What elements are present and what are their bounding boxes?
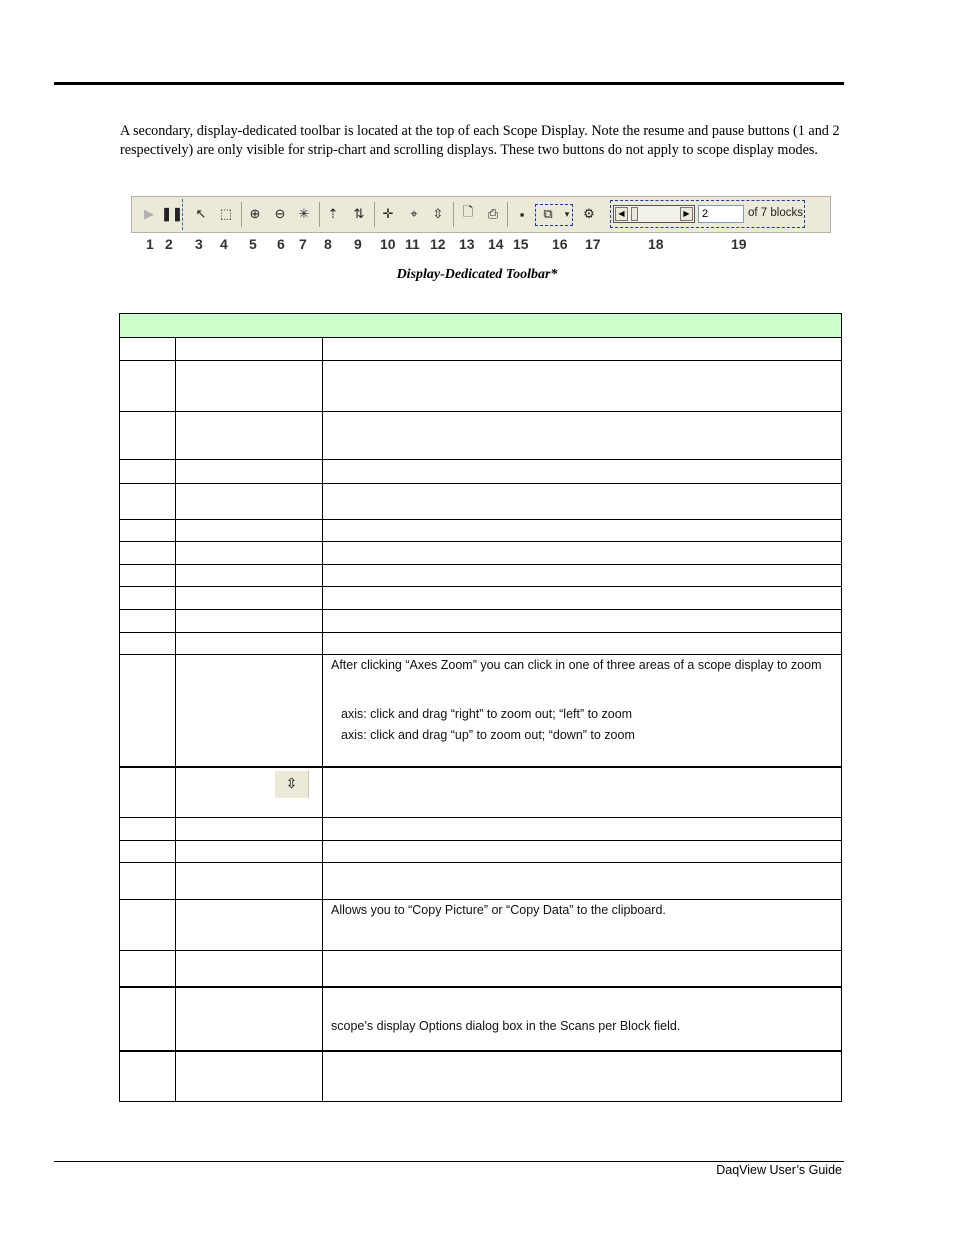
toolbar-number: 5 (249, 236, 257, 252)
toolbar-number-row (131, 236, 831, 256)
toolbar-number: 15 (513, 236, 529, 252)
table-rule (120, 360, 841, 361)
table-rule (120, 862, 841, 863)
axes-zoom-icon[interactable]: ⌖ (410, 206, 418, 221)
toolbar-number: 16 (552, 236, 568, 252)
save-icon[interactable]: ▪ (519, 206, 525, 222)
figure-caption: Display-Dedicated Toolbar* (396, 267, 558, 282)
toolbar-number: 1 (146, 236, 154, 252)
toolbar-number: 2 (165, 236, 173, 252)
table-rule (120, 586, 841, 587)
pause-icon[interactable]: ❚❚ (161, 206, 183, 221)
table-rule (120, 519, 841, 520)
toolbar-separator (241, 202, 242, 227)
table-column-rule (322, 338, 323, 1101)
box-select-icon[interactable]: ⬚ (219, 206, 233, 221)
copy-description: Allows you to “Copy Picture” or “Copy Data” to the clipboard. (331, 903, 666, 917)
toolbar-number: 11 (405, 236, 420, 252)
zoom-fit-icon[interactable]: ✳ (298, 206, 310, 221)
pan-icon[interactable]: ✛ (382, 206, 394, 221)
bottom-rule (54, 1161, 844, 1162)
table-rule (120, 564, 841, 565)
toolbar-number: 10 (380, 236, 396, 252)
footer-title: DaqView User’s Guide (716, 1163, 842, 1177)
table-rule (120, 950, 841, 951)
toolbar-number: 8 (324, 236, 332, 252)
scroll-right-icon[interactable]: ▶ (680, 207, 693, 221)
scroll-left-icon[interactable]: ◀ (615, 207, 628, 221)
table-rule (120, 541, 841, 542)
table-rule (120, 459, 841, 460)
toolbar-number: 13 (459, 236, 475, 252)
toolbar-number: 7 (299, 236, 307, 252)
toolbar-number: 12 (430, 236, 446, 252)
select-arrow-icon[interactable]: ↖ (195, 206, 207, 221)
table-rule (120, 1050, 841, 1052)
resume-icon[interactable]: ▶ (144, 206, 154, 221)
toolbar-number: 19 (731, 236, 747, 252)
lock-axes-icon: ⇳ (275, 771, 309, 798)
axes-zoom-y-description: axis: click and drag “up” to zoom out; “down” to zoom (341, 728, 635, 742)
toolbar-number: 14 (488, 236, 504, 252)
toolbar-number: 18 (648, 236, 664, 252)
table-rule (120, 609, 841, 610)
axes-zoom-description: After clicking “Axes Zoom” you can click in one of three areas of a scope display to zoom (331, 658, 822, 672)
axes-zoom-x-description: axis: click and drag “right” to zoom out; “left” to zoom (341, 707, 633, 721)
toolbar-table (119, 313, 842, 1102)
table-title-band (120, 314, 841, 338)
block-count-label: of 7 blocks (748, 207, 803, 219)
block-number-input[interactable]: 2 (698, 205, 744, 223)
toolbar-grip (182, 199, 184, 230)
axis-scale-step-icon[interactable]: ⇅ (353, 206, 365, 221)
top-rule (54, 82, 844, 85)
lock-axes-icon[interactable]: ⇳ (432, 206, 444, 221)
zoom-out-icon[interactable]: ⊖ (274, 206, 286, 221)
block-scrollbar[interactable] (613, 205, 695, 223)
toolbar-separator (453, 202, 454, 227)
toolbar-separator (319, 202, 320, 227)
table-column-rule (175, 338, 176, 1101)
toolbar-number: 3 (195, 236, 203, 252)
table-rule (120, 986, 841, 988)
zoom-in-icon[interactable]: ⊕ (249, 206, 261, 221)
copy-icon[interactable]: ⧉ (543, 206, 553, 221)
print-icon[interactable]: ⎙ (487, 206, 499, 221)
table-rule (120, 766, 841, 768)
toolbar-number: 4 (220, 236, 228, 252)
scroll-thumb[interactable] (631, 207, 638, 221)
print-preview-icon[interactable]: 🗋 (462, 204, 474, 219)
toolbar-number: 9 (354, 236, 362, 252)
scans-per-block-description: scope’s display Options dialog box in the Scans per Block field. (331, 1019, 681, 1033)
table-rule (120, 483, 841, 484)
toolbar-separator (374, 202, 375, 227)
table-rule (120, 654, 841, 655)
properties-icon[interactable]: ⚙ (583, 206, 595, 221)
table-rule (120, 411, 841, 412)
toolbar-separator (507, 202, 508, 227)
axis-scale-icon[interactable]: ⇡ (327, 206, 339, 221)
table-rule (120, 899, 841, 900)
table-rule (120, 632, 841, 633)
toolbar-number: 17 (585, 236, 601, 252)
intro-paragraph: A secondary, display-dedicated toolbar is located at the top of each Scope Display. Note the resume and pause buttons (1 and 2 respectively) are only visible for strip-chart and scrolling displays. These two buttons do not apply to scope display modes. (120, 123, 840, 158)
table-rule (120, 840, 841, 841)
table-rule (120, 817, 841, 818)
toolbar-number: 6 (277, 236, 285, 252)
chevron-down-icon[interactable]: ▾ (564, 208, 570, 219)
display-toolbar (131, 196, 831, 233)
